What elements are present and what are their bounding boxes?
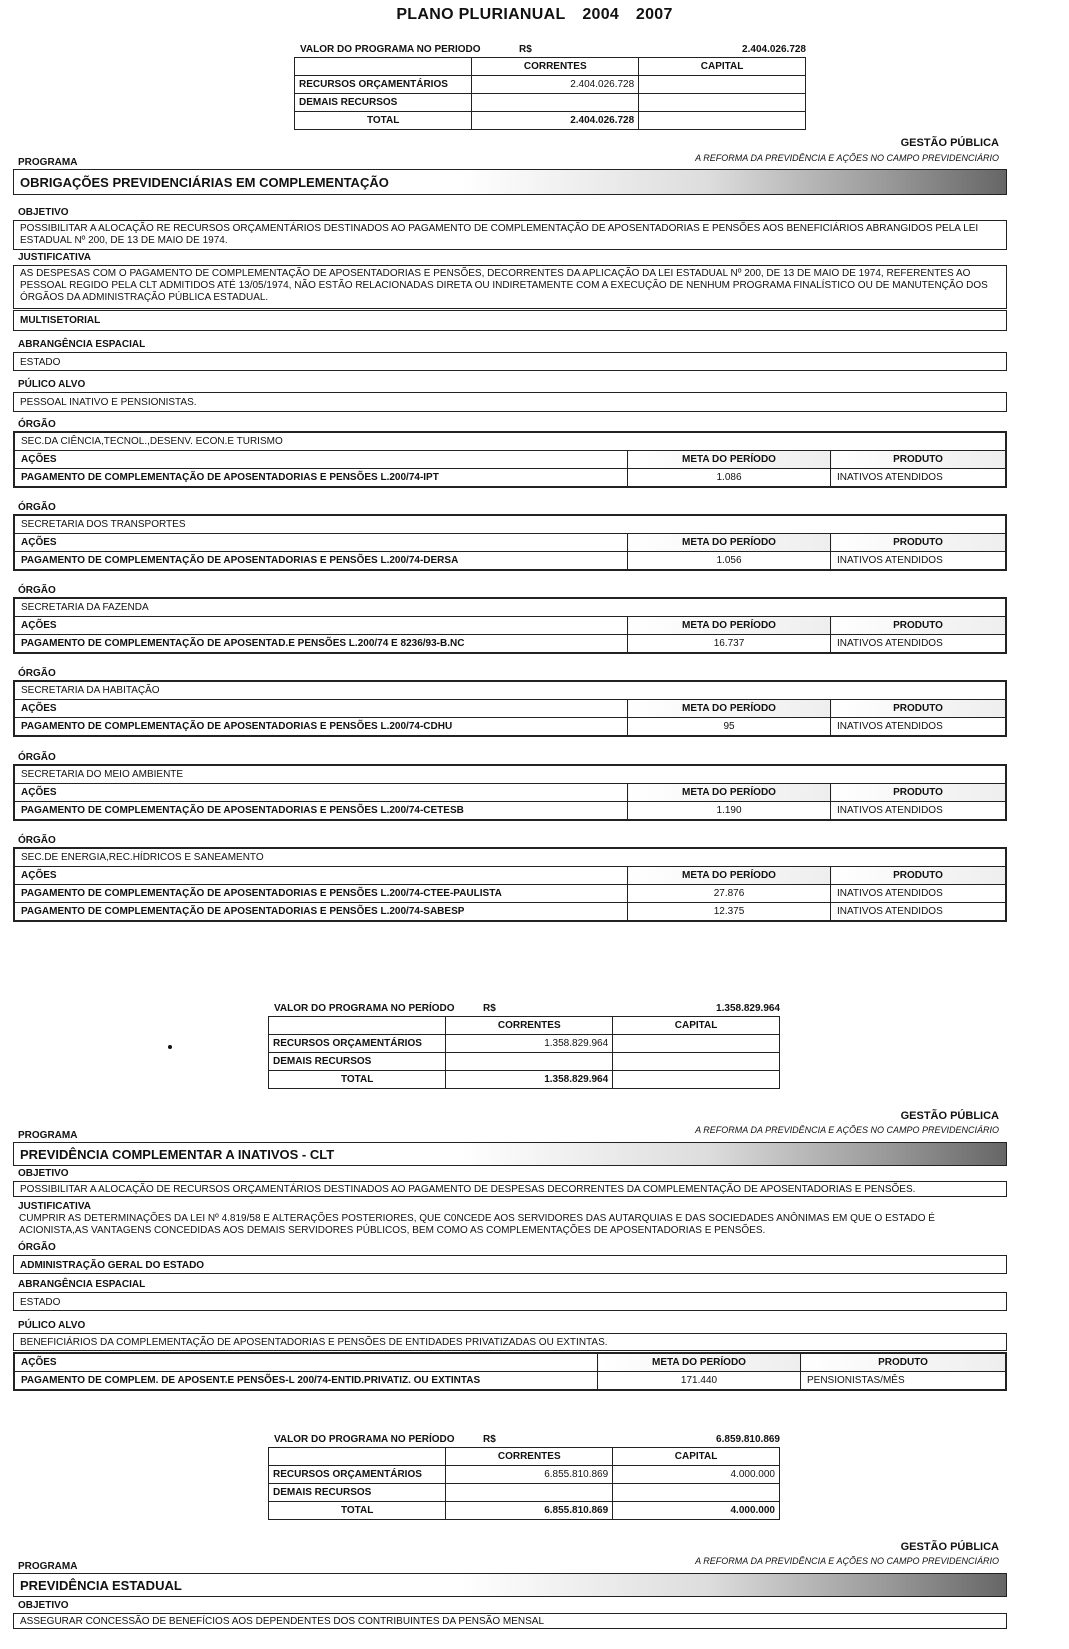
acao-meta: 171.440 [598,1372,801,1390]
produto-header: PRODUTO [801,1354,1006,1372]
program-reference: A REFORMA DA PREVIDÊNCIA E AÇÕES NO CAMPO PREVIDENCIÁRIO [695,153,999,163]
justificativa-text: AS DESPESAS COM O PAGAMENTO DE COMPLEMENTAÇÃO DE APOSENTADORIAS E PENSÕES, DECORRENTES DA APLICAÇÃO DA LEI ESTADUAL Nº 200, DE 13 DE MAIO DE 1974, REFERENTES AO PESSOAL REGIDO PELA CLT ADMITIDOS ATÉ 13/05/1974, NÃO ESTÃO RELACIONADAS DIRETA OU INDIRETAMENTE COM A EXECUÇÃO DE NENHUM PROGRAMA FINALÍSTICO OU DE MANUTENÇÃO DOS ÓRGÃOS DA ADMINISTRAÇÃO PÚBLICA ESTADUAL. [13,265,1007,309]
orgao-block [13,431,1007,488]
program-value-amount: 2.404.026.728 [742,44,806,55]
recursos-capital: 4.000.000 [613,1466,780,1484]
objetivo-label: OBJETIVO [18,1168,69,1179]
row-recursos-orcamentarios: RECURSOS ORÇAMENTÁRIOS [269,1466,446,1484]
total-capital [613,1071,780,1089]
meta-header: META DO PERÍODO [628,700,831,718]
table-row [15,718,1006,736]
acao-name: PAGAMENTO DE COMPLEMENTAÇÃO DE APOSENTADORIAS E PENSÕES L.200/74-SABESP [15,903,628,921]
recursos-correntes: 6.855.810.869 [446,1466,613,1484]
table-row [15,802,1006,820]
title-year-start: 2004 [582,6,620,23]
total-capital: 4.000.000 [613,1502,780,1520]
orgao-text: ADMINISTRAÇÃO GERAL DO ESTADO [13,1255,1007,1274]
produto-header: PRODUTO [831,784,1006,802]
acoes-header: AÇÕES [15,617,628,635]
col-capital: CAPITAL [639,58,806,76]
acao-produto: INATIVOS ATENDIDOS [831,903,1006,921]
acao-name: PAGAMENTO DE COMPLEMENTAÇÃO DE APOSENTADORIAS E PENSÕES L.200/74-CTEE-PAULISTA [15,885,628,903]
publico-alvo-text: BENEFICIÁRIOS DA COMPLEMENTAÇÃO DE APOSENTADORIAS E PENSÕES DE ENTIDADES PRIVATIZADAS OU EXTINTAS. [13,1333,1007,1351]
acoes-header: AÇÕES [15,700,628,718]
objetivo-text: ASSEGURAR CONCESSÃO DE BENEFÍCIOS AOS DEPENDENTES DOS CONTRIBUINTES DA PENSÃO MENSAL [13,1613,1007,1629]
produto-header: PRODUTO [831,534,1006,552]
recursos-correntes: 1.358.829.964 [446,1035,613,1053]
acoes-header: AÇÕES [15,784,628,802]
recursos-capital [639,76,806,94]
acao-meta: 1.056 [628,552,831,570]
acao-name: PAGAMENTO DE COMPLEMENTAÇÃO DE APOSENTAD.E PENSÕES L.200/74 E 8236/93-B.NC [15,635,628,653]
acao-produto: PENSIONISTAS/MÊS [801,1372,1006,1390]
orgao-name: SEC.DE ENERGIA,REC.HÍDRICOS E SANEAMENTO [15,849,1006,867]
col-correntes: CORRENTES [446,1448,613,1466]
acao-name: PAGAMENTO DE COMPLEMENTAÇÃO DE APOSENTADORIAS E PENSÕES L.200/74-CDHU [15,718,628,736]
publico-alvo-label: PÚLICO ALVO [18,379,86,390]
orgao-block [13,847,1007,922]
program-reference: A REFORMA DA PREVIDÊNCIA E AÇÕES NO CAMPO PREVIDENCIÁRIO [695,1125,999,1135]
currency-label: R$ [483,1434,496,1445]
acao-meta: 27.876 [628,885,831,903]
meta-header: META DO PERÍODO [628,534,831,552]
abrangencia-label: ABRANGÊNCIA ESPACIAL [18,1279,146,1290]
produto-header: PRODUTO [831,867,1006,885]
table-row [15,1372,1006,1390]
program-name: PREVIDÊNCIA COMPLEMENTAR A INATIVOS - CLT [20,1147,335,1162]
meta-header: META DO PERÍODO [628,784,831,802]
orgao-label: ÓRGÃO [18,419,56,430]
program-name-bar [13,1573,1007,1597]
title-text: PLANO PLURIANUAL [396,6,566,23]
orgao-label: ÓRGÃO [18,585,56,596]
justificativa-text: CUMPRIR AS DETERMINAÇÕES DA LEI Nº 4.819/58 E ALTERAÇÕES POSTERIORES, QUE C0NCEDE AOS SERVIDORES DAS AUTARQUIAS E DAS SOCIEDADES ANÔNIMAS EM QUE O ESTADO É ACIONISTA,AS VANTAGENS CONCEDIDAS AOS DEMAIS SERVIDORES PÚBLICOS, BEM COMO AS COMPLEMENTAÇÕES DE APOSENTADORIAS E PENSÕES. [19,1213,935,1236]
acoes-header: AÇÕES [15,534,628,552]
total-correntes: 2.404.026.728 [472,112,639,130]
abrangencia-text: ESTADO [13,352,1007,371]
produto-header: PRODUTO [831,451,1006,469]
acao-meta: 12.375 [628,903,831,921]
publico-alvo-text: PESSOAL INATIVO E PENSIONISTAS. [13,392,1007,412]
total-capital [639,112,806,130]
currency-label: R$ [519,44,532,55]
total-correntes: 6.855.810.869 [446,1502,613,1520]
objetivo-label: OBJETIVO [18,1600,69,1611]
acao-name: PAGAMENTO DE COMPLEMENTAÇÃO DE APOSENTADORIAS E PENSÕES L.200/74-IPT [15,469,628,487]
recursos-capital [613,1035,780,1053]
acoes-header: AÇÕES [15,867,628,885]
title-year-end: 2007 [635,6,673,23]
stray-dot [168,1045,172,1049]
program-name: PREVIDÊNCIA ESTADUAL [20,1578,182,1593]
acao-name: PAGAMENTO DE COMPLEM. DE APOSENT.E PENSÕES-L 200/74-ENTID.PRIVATIZ. OU EXTINTAS [15,1372,598,1390]
acao-name: PAGAMENTO DE COMPLEMENTAÇÃO DE APOSENTADORIAS E PENSÕES L.200/74-CETESB [15,802,628,820]
row-total: TOTAL [269,1071,446,1089]
recursos-correntes: 2.404.026.728 [472,76,639,94]
row-demais-recursos: DEMAIS RECURSOS [269,1053,446,1071]
acoes-header: AÇÕES [15,1354,598,1372]
row-recursos-orcamentarios: RECURSOS ORÇAMENTÁRIOS [269,1035,446,1053]
orgao-name: SECRETARIA DA FAZENDA [15,599,1006,617]
acao-meta: 95 [628,718,831,736]
objetivo-text: POSSIBILITAR A ALOCAÇÃO RE RECURSOS ORÇAMENTÁRIOS DESTINADOS AO PAGAMENTO DE COMPLEMENTAÇÃO DE APOSENTADORIAS E PENSÕES AOS BENEFICIÁRIOS ABRANGIDOS PELA LEI ESTADUAL Nº 200, DE 13 DE MAIO DE 1974. [13,220,1007,250]
table-row [15,885,1006,903]
acoes-header: AÇÕES [15,451,628,469]
orgao-label: ÓRGÃO [18,1242,56,1253]
gestao-publica-label: GESTÃO PÚBLICA [900,1541,999,1553]
programa-label: PROGRAMA [18,1561,78,1572]
row-total: TOTAL [269,1502,446,1520]
orgao-block [13,514,1007,571]
program-value-table-2 [268,1001,780,1113]
program-reference: A REFORMA DA PREVIDÊNCIA E AÇÕES NO CAMPO PREVIDENCIÁRIO [695,1556,999,1566]
produto-header: PRODUTO [831,700,1006,718]
orgao-block [13,680,1007,737]
orgao-label: ÓRGÃO [18,835,56,846]
row-recursos-orcamentarios: RECURSOS ORÇAMENTÁRIOS [295,76,472,94]
acao-meta: 1.190 [628,802,831,820]
orgao-label: ÓRGÃO [18,752,56,763]
gestao-publica-label: GESTÃO PÚBLICA [900,137,999,149]
program-value-header [294,42,806,56]
row-total: TOTAL [295,112,472,130]
orgao-block [13,597,1007,654]
orgao-name: SEC.DA CIÊNCIA,TECNOL.,DESENV. ECON.E TURISMO [15,433,1006,451]
acao-meta: 16.737 [628,635,831,653]
programa-label: PROGRAMA [18,1130,78,1141]
program-value-table-1 [294,42,806,154]
total-correntes: 1.358.829.964 [446,1071,613,1089]
orgao-name: SECRETARIA DOS TRANSPORTES [15,516,1006,534]
justificativa-label: JUSTIFICATIVA [18,1201,91,1212]
program-value-label: VALOR DO PROGRAMA NO PERIODO [300,44,481,55]
justificativa-label: JUSTIFICATIVA [18,252,91,263]
acao-produto: INATIVOS ATENDIDOS [831,718,1006,736]
meta-header: META DO PERÍODO [628,451,831,469]
objetivo-label: OBJETIVO [18,207,69,218]
orgao-name: SECRETARIA DO MEIO AMBIENTE [15,766,1006,784]
acao-produto: INATIVOS ATENDIDOS [831,552,1006,570]
program-value-label: VALOR DO PROGRAMA NO PERÍODO [274,1003,455,1014]
currency-label: R$ [483,1003,496,1014]
meta-header: META DO PERÍODO [598,1354,801,1372]
col-correntes: CORRENTES [446,1017,613,1035]
col-capital: CAPITAL [613,1017,780,1035]
orgao-name: SECRETARIA DA HABITAÇÃO [15,682,1006,700]
program-name-bar [13,169,1007,195]
meta-header: META DO PERÍODO [628,617,831,635]
table-row [15,469,1006,487]
objetivo-text: POSSIBILITAR A ALOCAÇÃO DE RECURSOS ORÇAMENTÁRIOS DESTINADOS AO PAGAMENTO DE DESPESAS DECORRENTES DA COMPLEMENTAÇÃO DE APOSENTADORIAS E PENSÕES. [13,1181,1007,1197]
gestao-publica-label: GESTÃO PÚBLICA [900,1110,999,1122]
programa-label: PROGRAMA [18,157,78,168]
table-row [15,903,1006,921]
acao-produto: INATIVOS ATENDIDOS [831,802,1006,820]
program-name: OBRIGAÇÕES PREVIDENCIÁRIAS EM COMPLEMENTAÇÃO [20,175,389,190]
table-row [15,552,1006,570]
acao-meta: 1.086 [628,469,831,487]
program-name-bar [13,1142,1007,1166]
col-capital: CAPITAL [613,1448,780,1466]
orgao-block [13,764,1007,821]
abrangencia-text: ESTADO [13,1292,1007,1311]
col-correntes: CORRENTES [472,58,639,76]
program-value-table-3 [268,1432,780,1544]
row-demais-recursos: DEMAIS RECURSOS [269,1484,446,1502]
produto-header: PRODUTO [831,617,1006,635]
program-value-amount: 6.859.810.869 [716,1434,780,1445]
orgao-label: ÓRGÃO [18,502,56,513]
program-value-amount: 1.358.829.964 [716,1003,780,1014]
orgao-label: ÓRGÃO [18,668,56,679]
row-demais-recursos: DEMAIS RECURSOS [295,94,472,112]
acao-produto: INATIVOS ATENDIDOS [831,635,1006,653]
acao-produto: INATIVOS ATENDIDOS [831,469,1006,487]
abrangencia-label: ABRANGÊNCIA ESPACIAL [18,339,146,350]
table-row [15,635,1006,653]
acao-produto: INATIVOS ATENDIDOS [831,885,1006,903]
publico-alvo-label: PÚLICO ALVO [18,1320,86,1331]
acoes-table [13,1352,1007,1391]
page-title [0,6,1069,24]
acao-name: PAGAMENTO DE COMPLEMENTAÇÃO DE APOSENTADORIAS E PENSÕES L.200/74-DERSA [15,552,628,570]
program-value-label: VALOR DO PROGRAMA NO PERÍODO [274,1434,455,1445]
meta-header: META DO PERÍODO [628,867,831,885]
multisetorial-box: MULTISETORIAL [13,310,1007,331]
